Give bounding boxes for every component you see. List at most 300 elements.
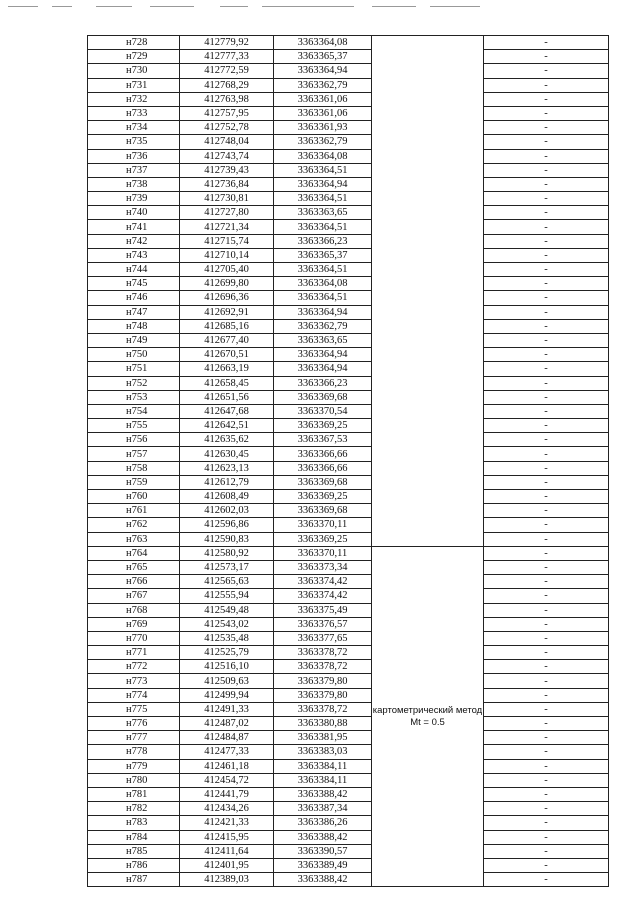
point-name-cell: н777 bbox=[88, 731, 180, 745]
dash-cell: - bbox=[484, 560, 609, 574]
y-coordinate-cell: 3363388,42 bbox=[274, 873, 372, 887]
table-row bbox=[88, 844, 609, 858]
table-row bbox=[88, 759, 609, 773]
table-row bbox=[88, 305, 609, 319]
table-row bbox=[88, 646, 609, 660]
point-name-cell: н785 bbox=[88, 844, 180, 858]
dash-cell: - bbox=[484, 475, 609, 489]
x-coordinate-cell: 412454,72 bbox=[180, 773, 274, 787]
dash-cell: - bbox=[484, 135, 609, 149]
table-row bbox=[88, 149, 609, 163]
table-row bbox=[88, 277, 609, 291]
y-coordinate-cell: 3363376,57 bbox=[274, 617, 372, 631]
x-coordinate-cell: 412721,34 bbox=[180, 220, 274, 234]
x-coordinate-cell: 412692,91 bbox=[180, 305, 274, 319]
coordinates-table bbox=[87, 35, 609, 887]
x-coordinate-cell: 412763,98 bbox=[180, 92, 274, 106]
y-coordinate-cell: 3363384,11 bbox=[274, 759, 372, 773]
dash-cell: - bbox=[484, 589, 609, 603]
y-coordinate-cell: 3363386,26 bbox=[274, 816, 372, 830]
y-coordinate-cell: 3363378,72 bbox=[274, 660, 372, 674]
table-row bbox=[88, 518, 609, 532]
dash-cell: - bbox=[484, 660, 609, 674]
dash-cell: - bbox=[484, 192, 609, 206]
point-name-cell: н787 bbox=[88, 873, 180, 887]
point-name-cell: н783 bbox=[88, 816, 180, 830]
y-coordinate-cell: 3363384,11 bbox=[274, 773, 372, 787]
dash-cell: - bbox=[484, 717, 609, 731]
point-name-cell: н769 bbox=[88, 617, 180, 631]
x-coordinate-cell: 412677,40 bbox=[180, 333, 274, 347]
dash-cell: - bbox=[484, 64, 609, 78]
dash-cell: - bbox=[484, 362, 609, 376]
dash-cell: - bbox=[484, 873, 609, 887]
x-coordinate-cell: 412705,40 bbox=[180, 263, 274, 277]
dash-cell: - bbox=[484, 220, 609, 234]
point-name-cell: н765 bbox=[88, 560, 180, 574]
y-coordinate-cell: 3363364,94 bbox=[274, 348, 372, 362]
point-name-cell: н755 bbox=[88, 419, 180, 433]
point-name-cell: н730 bbox=[88, 64, 180, 78]
method-cell: картометрический метод Mt = 0.5 bbox=[372, 546, 484, 887]
y-coordinate-cell: 3363363,65 bbox=[274, 206, 372, 220]
y-coordinate-cell: 3363364,51 bbox=[274, 220, 372, 234]
table-row bbox=[88, 546, 609, 560]
x-coordinate-cell: 412642,51 bbox=[180, 419, 274, 433]
dash-cell: - bbox=[484, 277, 609, 291]
x-coordinate-cell: 412623,13 bbox=[180, 461, 274, 475]
table-row bbox=[88, 92, 609, 106]
x-coordinate-cell: 412739,43 bbox=[180, 163, 274, 177]
x-coordinate-cell: 412730,81 bbox=[180, 192, 274, 206]
table-row bbox=[88, 64, 609, 78]
dash-cell: - bbox=[484, 617, 609, 631]
point-name-cell: н744 bbox=[88, 263, 180, 277]
x-coordinate-cell: 412535,48 bbox=[180, 631, 274, 645]
x-coordinate-cell: 412461,18 bbox=[180, 759, 274, 773]
table-row bbox=[88, 603, 609, 617]
dash-cell: - bbox=[484, 787, 609, 801]
x-coordinate-cell: 412612,79 bbox=[180, 475, 274, 489]
y-coordinate-cell: 3363365,37 bbox=[274, 248, 372, 262]
y-coordinate-cell: 3363383,03 bbox=[274, 745, 372, 759]
point-name-cell: н736 bbox=[88, 149, 180, 163]
x-coordinate-cell: 412441,79 bbox=[180, 787, 274, 801]
y-coordinate-cell: 3363366,23 bbox=[274, 376, 372, 390]
y-coordinate-cell: 3363374,42 bbox=[274, 575, 372, 589]
table-row bbox=[88, 575, 609, 589]
point-name-cell: н741 bbox=[88, 220, 180, 234]
point-name-cell: н752 bbox=[88, 376, 180, 390]
table-row bbox=[88, 234, 609, 248]
point-name-cell: н758 bbox=[88, 461, 180, 475]
x-coordinate-cell: 412499,94 bbox=[180, 688, 274, 702]
point-name-cell: н768 bbox=[88, 603, 180, 617]
dash-cell: - bbox=[484, 433, 609, 447]
dash-cell: - bbox=[484, 206, 609, 220]
y-coordinate-cell: 3363364,94 bbox=[274, 362, 372, 376]
x-coordinate-cell: 412389,03 bbox=[180, 873, 274, 887]
y-coordinate-cell: 3363365,37 bbox=[274, 50, 372, 64]
table-row bbox=[88, 475, 609, 489]
table-row bbox=[88, 802, 609, 816]
y-coordinate-cell: 3363389,49 bbox=[274, 858, 372, 872]
dash-cell: - bbox=[484, 447, 609, 461]
x-coordinate-cell: 412411,64 bbox=[180, 844, 274, 858]
table-row bbox=[88, 745, 609, 759]
point-name-cell: н763 bbox=[88, 532, 180, 546]
x-coordinate-cell: 412421,33 bbox=[180, 816, 274, 830]
x-coordinate-cell: 412525,79 bbox=[180, 646, 274, 660]
y-coordinate-cell: 3363364,08 bbox=[274, 149, 372, 163]
table-row bbox=[88, 717, 609, 731]
table-row bbox=[88, 873, 609, 887]
dash-cell: - bbox=[484, 390, 609, 404]
x-coordinate-cell: 412757,95 bbox=[180, 106, 274, 120]
table-row bbox=[88, 490, 609, 504]
point-name-cell: н754 bbox=[88, 404, 180, 418]
table-row bbox=[88, 631, 609, 645]
table-row bbox=[88, 674, 609, 688]
dash-cell: - bbox=[484, 816, 609, 830]
y-coordinate-cell: 3363373,34 bbox=[274, 560, 372, 574]
table-row bbox=[88, 220, 609, 234]
dash-cell: - bbox=[484, 518, 609, 532]
x-coordinate-cell: 412715,74 bbox=[180, 234, 274, 248]
dash-cell: - bbox=[484, 731, 609, 745]
dash-cell: - bbox=[484, 50, 609, 64]
dash-cell: - bbox=[484, 319, 609, 333]
point-name-cell: н743 bbox=[88, 248, 180, 262]
y-coordinate-cell: 3363364,94 bbox=[274, 177, 372, 191]
y-coordinate-cell: 3363369,68 bbox=[274, 504, 372, 518]
point-name-cell: н780 bbox=[88, 773, 180, 787]
dash-cell: - bbox=[484, 149, 609, 163]
dash-cell: - bbox=[484, 163, 609, 177]
point-name-cell: н753 bbox=[88, 390, 180, 404]
table-row bbox=[88, 858, 609, 872]
x-coordinate-cell: 412543,02 bbox=[180, 617, 274, 631]
point-name-cell: н761 bbox=[88, 504, 180, 518]
y-coordinate-cell: 3363377,65 bbox=[274, 631, 372, 645]
table-row bbox=[88, 192, 609, 206]
y-coordinate-cell: 3363364,51 bbox=[274, 263, 372, 277]
y-coordinate-cell: 3363374,42 bbox=[274, 589, 372, 603]
x-coordinate-cell: 412699,80 bbox=[180, 277, 274, 291]
point-name-cell: н750 bbox=[88, 348, 180, 362]
point-name-cell: н767 bbox=[88, 589, 180, 603]
dash-cell: - bbox=[484, 490, 609, 504]
y-coordinate-cell: 3363362,79 bbox=[274, 78, 372, 92]
table-row bbox=[88, 348, 609, 362]
point-name-cell: н757 bbox=[88, 447, 180, 461]
point-name-cell: н762 bbox=[88, 518, 180, 532]
y-coordinate-cell: 3363388,42 bbox=[274, 830, 372, 844]
y-coordinate-cell: 3363364,08 bbox=[274, 36, 372, 50]
dash-cell: - bbox=[484, 404, 609, 418]
point-name-cell: н733 bbox=[88, 106, 180, 120]
x-coordinate-cell: 412736,84 bbox=[180, 177, 274, 191]
dash-cell: - bbox=[484, 688, 609, 702]
x-coordinate-cell: 412752,78 bbox=[180, 121, 274, 135]
x-coordinate-cell: 412516,10 bbox=[180, 660, 274, 674]
y-coordinate-cell: 3363364,08 bbox=[274, 277, 372, 291]
y-coordinate-cell: 3363366,66 bbox=[274, 461, 372, 475]
point-name-cell: н770 bbox=[88, 631, 180, 645]
point-name-cell: н748 bbox=[88, 319, 180, 333]
dash-cell: - bbox=[484, 36, 609, 50]
dash-cell: - bbox=[484, 532, 609, 546]
x-coordinate-cell: 412549,48 bbox=[180, 603, 274, 617]
y-coordinate-cell: 3363390,57 bbox=[274, 844, 372, 858]
dash-cell: - bbox=[484, 348, 609, 362]
point-name-cell: н781 bbox=[88, 787, 180, 801]
x-coordinate-cell: 412608,49 bbox=[180, 490, 274, 504]
table-row bbox=[88, 319, 609, 333]
table-row bbox=[88, 177, 609, 191]
dash-cell: - bbox=[484, 546, 609, 560]
table-row bbox=[88, 390, 609, 404]
dash-cell: - bbox=[484, 106, 609, 120]
point-name-cell: н740 bbox=[88, 206, 180, 220]
x-coordinate-cell: 412415,95 bbox=[180, 830, 274, 844]
y-coordinate-cell: 3363369,68 bbox=[274, 475, 372, 489]
table-row bbox=[88, 560, 609, 574]
point-name-cell: н734 bbox=[88, 121, 180, 135]
dash-cell: - bbox=[484, 333, 609, 347]
point-name-cell: н782 bbox=[88, 802, 180, 816]
x-coordinate-cell: 412509,63 bbox=[180, 674, 274, 688]
y-coordinate-cell: 3363369,25 bbox=[274, 419, 372, 433]
point-name-cell: н786 bbox=[88, 858, 180, 872]
y-coordinate-cell: 3363361,06 bbox=[274, 92, 372, 106]
y-coordinate-cell: 3363363,65 bbox=[274, 333, 372, 347]
x-coordinate-cell: 412743,74 bbox=[180, 149, 274, 163]
dash-cell: - bbox=[484, 504, 609, 518]
y-coordinate-cell: 3363364,94 bbox=[274, 64, 372, 78]
table-row bbox=[88, 504, 609, 518]
dash-cell: - bbox=[484, 177, 609, 191]
dash-cell: - bbox=[484, 858, 609, 872]
x-coordinate-cell: 412670,51 bbox=[180, 348, 274, 362]
y-coordinate-cell: 3363375,49 bbox=[274, 603, 372, 617]
y-coordinate-cell: 3363387,34 bbox=[274, 802, 372, 816]
y-coordinate-cell: 3363378,72 bbox=[274, 702, 372, 716]
dash-cell: - bbox=[484, 575, 609, 589]
table-row bbox=[88, 787, 609, 801]
x-coordinate-cell: 412647,68 bbox=[180, 404, 274, 418]
dash-cell: - bbox=[484, 745, 609, 759]
point-name-cell: н731 bbox=[88, 78, 180, 92]
table-row bbox=[88, 78, 609, 92]
y-coordinate-cell: 3363369,25 bbox=[274, 490, 372, 504]
y-coordinate-cell: 3363362,79 bbox=[274, 135, 372, 149]
x-coordinate-cell: 412748,04 bbox=[180, 135, 274, 149]
x-coordinate-cell: 412602,03 bbox=[180, 504, 274, 518]
x-coordinate-cell: 412710,14 bbox=[180, 248, 274, 262]
x-coordinate-cell: 412630,45 bbox=[180, 447, 274, 461]
point-name-cell: н773 bbox=[88, 674, 180, 688]
table-row bbox=[88, 660, 609, 674]
y-coordinate-cell: 3363366,66 bbox=[274, 447, 372, 461]
x-coordinate-cell: 412696,36 bbox=[180, 291, 274, 305]
table-row bbox=[88, 447, 609, 461]
point-name-cell: н778 bbox=[88, 745, 180, 759]
point-name-cell: н751 bbox=[88, 362, 180, 376]
point-name-cell: н756 bbox=[88, 433, 180, 447]
y-coordinate-cell: 3363379,80 bbox=[274, 688, 372, 702]
x-coordinate-cell: 412772,59 bbox=[180, 64, 274, 78]
x-coordinate-cell: 412635,62 bbox=[180, 433, 274, 447]
y-coordinate-cell: 3363370,11 bbox=[274, 546, 372, 560]
point-name-cell: н771 bbox=[88, 646, 180, 660]
dash-cell: - bbox=[484, 376, 609, 390]
point-name-cell: н784 bbox=[88, 830, 180, 844]
table-row bbox=[88, 589, 609, 603]
x-coordinate-cell: 412484,87 bbox=[180, 731, 274, 745]
y-coordinate-cell: 3363370,54 bbox=[274, 404, 372, 418]
x-coordinate-cell: 412777,33 bbox=[180, 50, 274, 64]
table-row bbox=[88, 206, 609, 220]
x-coordinate-cell: 412663,19 bbox=[180, 362, 274, 376]
dash-cell: - bbox=[484, 830, 609, 844]
table-row bbox=[88, 291, 609, 305]
dash-cell: - bbox=[484, 646, 609, 660]
y-coordinate-cell: 3363364,51 bbox=[274, 163, 372, 177]
table-row bbox=[88, 121, 609, 135]
point-name-cell: н775 bbox=[88, 702, 180, 716]
dash-cell: - bbox=[484, 263, 609, 277]
table-row bbox=[88, 333, 609, 347]
dash-cell: - bbox=[484, 305, 609, 319]
x-coordinate-cell: 412491,33 bbox=[180, 702, 274, 716]
point-name-cell: н759 bbox=[88, 475, 180, 489]
dash-cell: - bbox=[484, 248, 609, 262]
point-name-cell: н739 bbox=[88, 192, 180, 206]
dash-cell: - bbox=[484, 234, 609, 248]
table-row bbox=[88, 816, 609, 830]
coordinates-table-body bbox=[88, 36, 609, 887]
dash-cell: - bbox=[484, 773, 609, 787]
table-row bbox=[88, 404, 609, 418]
point-name-cell: н764 bbox=[88, 546, 180, 560]
x-coordinate-cell: 412565,63 bbox=[180, 575, 274, 589]
point-name-cell: н737 bbox=[88, 163, 180, 177]
y-coordinate-cell: 3363361,93 bbox=[274, 121, 372, 135]
point-name-cell: н776 bbox=[88, 717, 180, 731]
y-coordinate-cell: 3363366,23 bbox=[274, 234, 372, 248]
x-coordinate-cell: 412779,92 bbox=[180, 36, 274, 50]
point-name-cell: н772 bbox=[88, 660, 180, 674]
table-row bbox=[88, 433, 609, 447]
dash-cell: - bbox=[484, 844, 609, 858]
point-name-cell: н779 bbox=[88, 759, 180, 773]
y-coordinate-cell: 3363388,42 bbox=[274, 787, 372, 801]
x-coordinate-cell: 412651,56 bbox=[180, 390, 274, 404]
y-coordinate-cell: 3363369,25 bbox=[274, 532, 372, 546]
table-row bbox=[88, 773, 609, 787]
dash-cell: - bbox=[484, 759, 609, 773]
x-coordinate-cell: 412596,86 bbox=[180, 518, 274, 532]
x-coordinate-cell: 412590,83 bbox=[180, 532, 274, 546]
point-name-cell: н738 bbox=[88, 177, 180, 191]
table-row bbox=[88, 731, 609, 745]
y-coordinate-cell: 3363370,11 bbox=[274, 518, 372, 532]
table-row bbox=[88, 263, 609, 277]
point-name-cell: н742 bbox=[88, 234, 180, 248]
point-name-cell: н774 bbox=[88, 688, 180, 702]
dash-cell: - bbox=[484, 291, 609, 305]
point-name-cell: н735 bbox=[88, 135, 180, 149]
table-row bbox=[88, 419, 609, 433]
dash-cell: - bbox=[484, 702, 609, 716]
table-row bbox=[88, 362, 609, 376]
y-coordinate-cell: 3363381,95 bbox=[274, 731, 372, 745]
dash-cell: - bbox=[484, 461, 609, 475]
table-row bbox=[88, 36, 609, 50]
dash-cell: - bbox=[484, 603, 609, 617]
y-coordinate-cell: 3363364,51 bbox=[274, 192, 372, 206]
table-row bbox=[88, 106, 609, 120]
table-row bbox=[88, 617, 609, 631]
point-name-cell: н732 bbox=[88, 92, 180, 106]
x-coordinate-cell: 412727,80 bbox=[180, 206, 274, 220]
table-row bbox=[88, 50, 609, 64]
dash-cell: - bbox=[484, 674, 609, 688]
point-name-cell: н729 bbox=[88, 50, 180, 64]
table-row bbox=[88, 376, 609, 390]
point-name-cell: н746 bbox=[88, 291, 180, 305]
x-coordinate-cell: 412573,17 bbox=[180, 560, 274, 574]
x-coordinate-cell: 412580,92 bbox=[180, 546, 274, 560]
x-coordinate-cell: 412768,29 bbox=[180, 78, 274, 92]
y-coordinate-cell: 3363369,68 bbox=[274, 390, 372, 404]
y-coordinate-cell: 3363362,79 bbox=[274, 319, 372, 333]
x-coordinate-cell: 412658,45 bbox=[180, 376, 274, 390]
y-coordinate-cell: 3363378,72 bbox=[274, 646, 372, 660]
table-row bbox=[88, 688, 609, 702]
x-coordinate-cell: 412434,26 bbox=[180, 802, 274, 816]
point-name-cell: н760 bbox=[88, 490, 180, 504]
table-row bbox=[88, 248, 609, 262]
table-row bbox=[88, 702, 609, 716]
point-name-cell: н749 bbox=[88, 333, 180, 347]
y-coordinate-cell: 3363364,94 bbox=[274, 305, 372, 319]
table-row bbox=[88, 461, 609, 475]
table-row bbox=[88, 163, 609, 177]
dash-cell: - bbox=[484, 631, 609, 645]
method-cell-empty bbox=[372, 36, 484, 547]
dash-cell: - bbox=[484, 92, 609, 106]
y-coordinate-cell: 3363367,53 bbox=[274, 433, 372, 447]
scan-artifact-marks bbox=[0, 6, 640, 10]
x-coordinate-cell: 412487,02 bbox=[180, 717, 274, 731]
x-coordinate-cell: 412685,16 bbox=[180, 319, 274, 333]
x-coordinate-cell: 412477,33 bbox=[180, 745, 274, 759]
dash-cell: - bbox=[484, 121, 609, 135]
dash-cell: - bbox=[484, 419, 609, 433]
x-coordinate-cell: 412401,95 bbox=[180, 858, 274, 872]
dash-cell: - bbox=[484, 78, 609, 92]
y-coordinate-cell: 3363380,88 bbox=[274, 717, 372, 731]
y-coordinate-cell: 3363361,06 bbox=[274, 106, 372, 120]
y-coordinate-cell: 3363364,51 bbox=[274, 291, 372, 305]
x-coordinate-cell: 412555,94 bbox=[180, 589, 274, 603]
table-row bbox=[88, 135, 609, 149]
table-row bbox=[88, 830, 609, 844]
point-name-cell: н745 bbox=[88, 277, 180, 291]
point-name-cell: н766 bbox=[88, 575, 180, 589]
